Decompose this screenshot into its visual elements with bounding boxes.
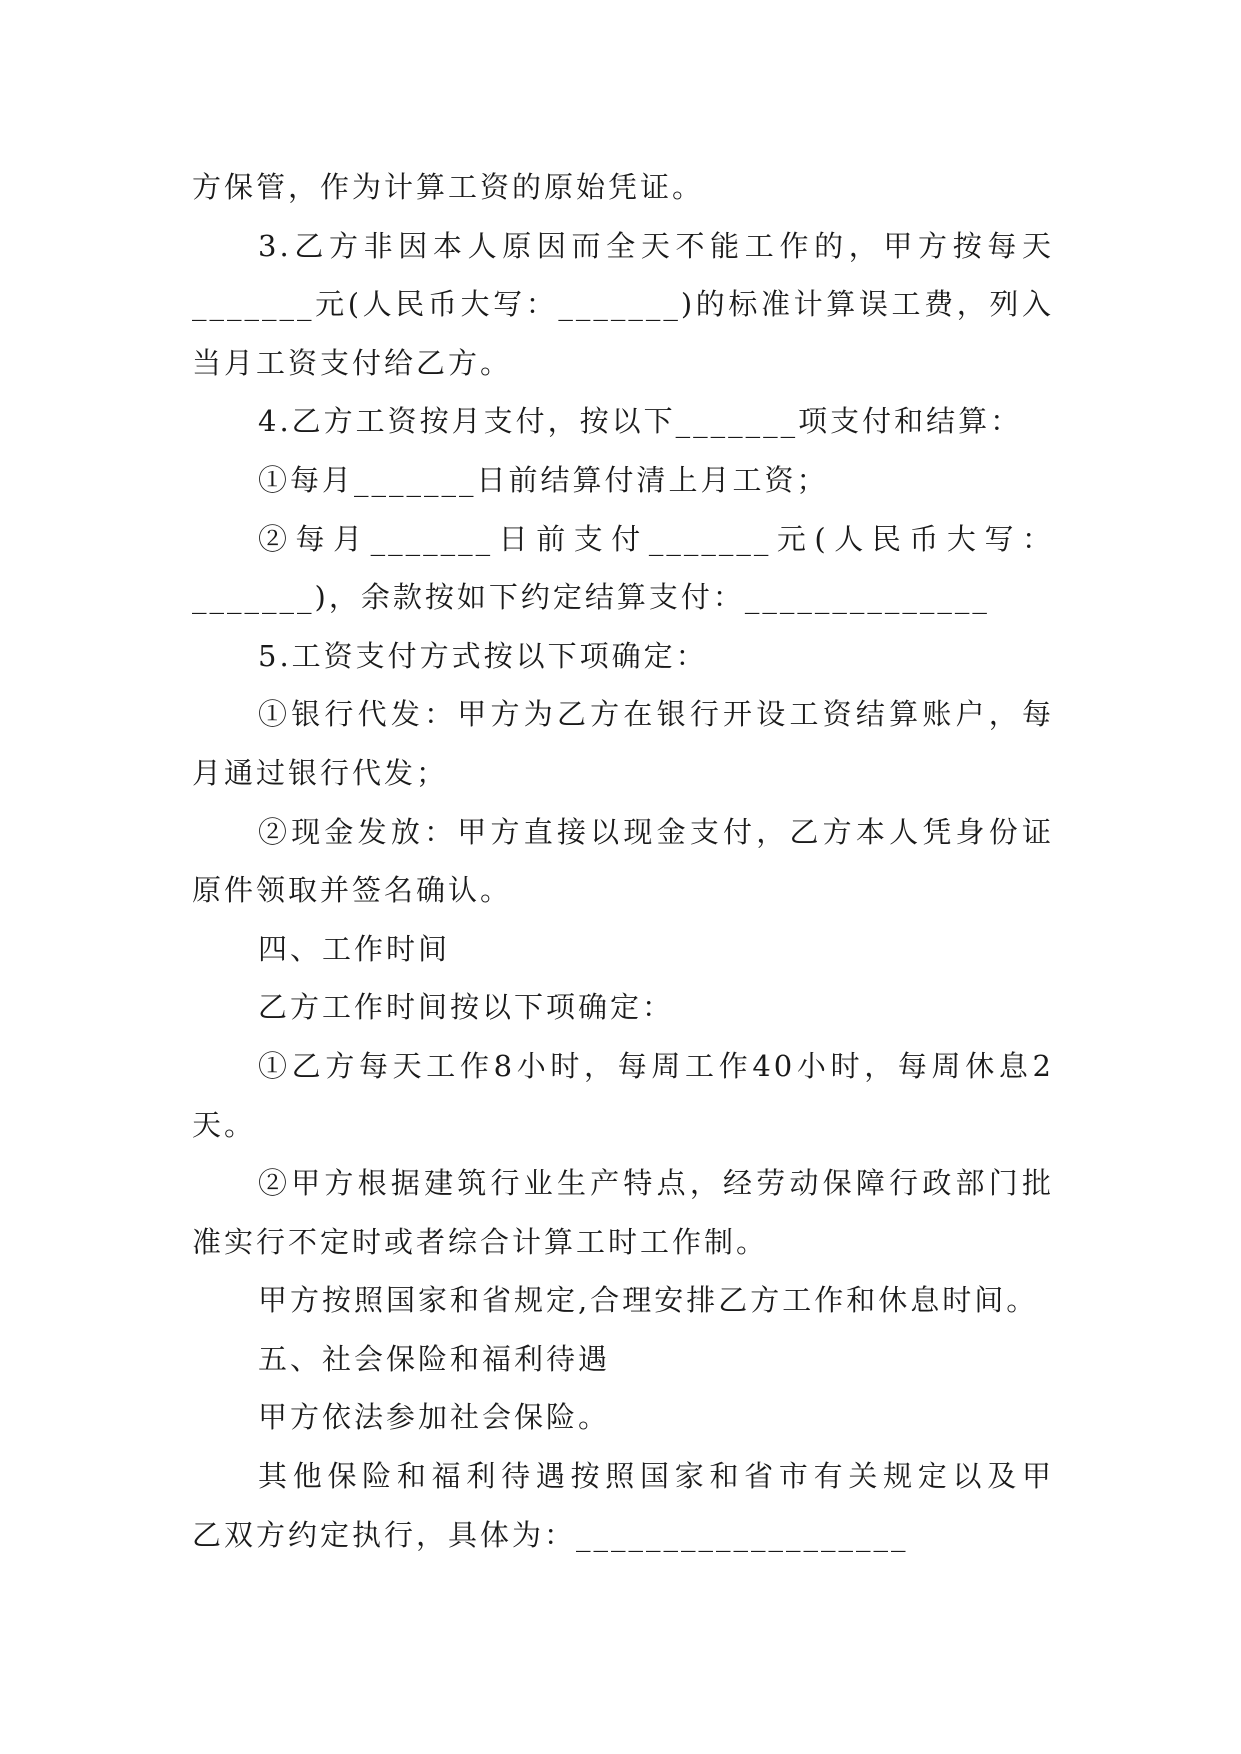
section-heading-5: 五、社会保险和福利待遇 [258,1341,611,1376]
text-line: 准实行不定时或者综合计算工时工作制。 [192,1224,769,1259]
option-cash: ②现金发放：甲方直接以现金支付，乙方本人凭身份证 [258,814,1054,849]
text-line: 原件领取并签名确认。 [192,873,513,908]
clause-3: 3.乙方非因本人原因而全天不能工作的，甲方按每天 [258,228,1054,263]
clause-4: 4.乙方工资按月支付，按以下_______项支付和结算： [258,404,1023,439]
text-line: 月通过银行代发； [192,755,449,790]
text-line: 乙方工作时间按以下项确定： [258,990,675,1025]
text-line: 甲方按照国家和省规定,合理安排乙方工作和休息时间。 [258,1283,1039,1318]
text-line: 甲方依法参加社会保险。 [258,1400,611,1435]
option-2: ②每月_______日前支付_______元(人民币大写： [258,521,1054,556]
text-line: 方保管，作为计算工资的原始凭证。 [192,170,705,204]
text-line: _______元(人民币大写：_______)的标准计算误工费，列入 [192,287,1054,322]
option-hours-1: ①乙方每天工作8小时，每周工作40小时，每周休息2 [258,1048,1054,1083]
option-hours-2: ②甲方根据建筑行业生产特点，经劳动保障行政部门批 [258,1166,1054,1201]
section-heading-4: 四、工作时间 [258,931,451,966]
option-1: ①每月_______日前结算付清上月工资； [258,462,829,497]
text-line: 当月工资支付给乙方。 [192,345,513,380]
text-line: 其他保险和福利待遇按照国家和省市有关规定以及甲 [258,1459,1054,1494]
text-line: _______)，余款按如下约定结算支付：______________ [192,580,990,615]
option-bank: ①银行代发：甲方为乙方在银行开设工资结算账户，每 [258,697,1054,732]
clause-5: 5.工资支付方式按以下项确定： [258,638,708,673]
text-line: 天。 [192,1107,257,1142]
document-body [192,158,1054,1564]
text-line: 乙双方约定执行，具体为：___________________ [192,1517,909,1552]
